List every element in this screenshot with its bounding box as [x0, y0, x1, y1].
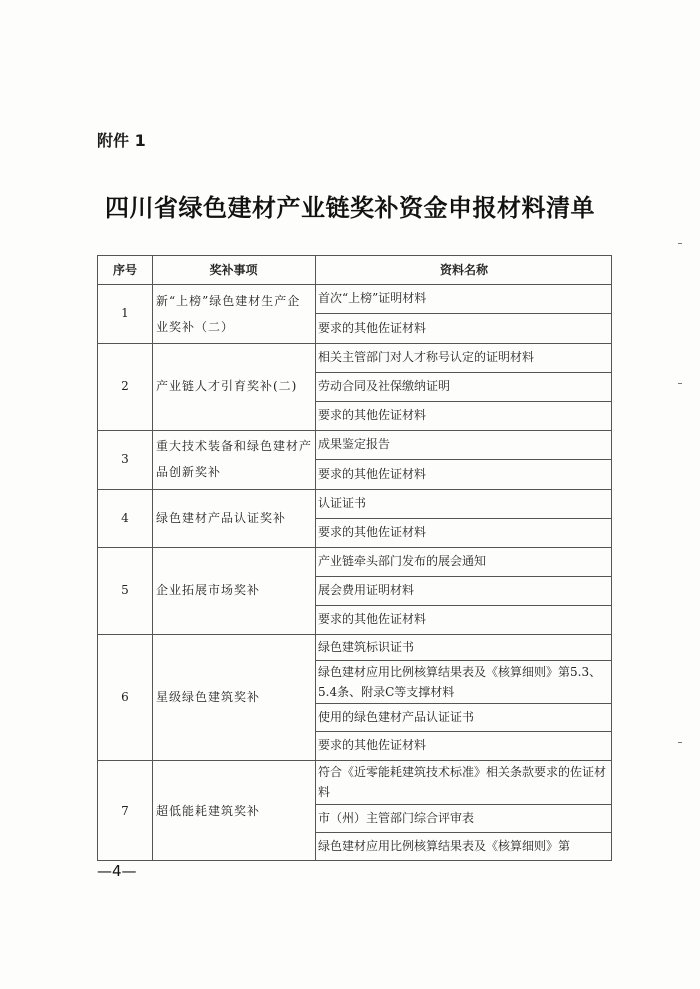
header-item: 奖补事项 [209, 263, 258, 277]
row-4-material-1: 认证证书 [318, 496, 367, 510]
row-5-material-1: 产业链牵头部门发布的展会通知 [318, 554, 487, 568]
header-no: 序号 [112, 263, 137, 277]
row-2-item: 产业链人才引育奖补(二) [156, 379, 298, 393]
row-7-material-3: 绿色建材应用比例核算结果表及《核算细则》第 [318, 839, 571, 853]
row-1-no: 1 [121, 306, 129, 320]
row-6-material-2: 绿色建材应用比例核算结果表及《核算细则》第5.3、5.4条、附录C等支撑材料 [318, 665, 602, 699]
row-5-item: 企业拓展市场奖补 [156, 583, 261, 597]
attachment-label: 附件 1 [97, 131, 146, 150]
row-5-material-2: 展会费用证明材料 [318, 583, 415, 597]
row-3-material-1: 成果鉴定报告 [318, 437, 391, 451]
row-1-item: 新“上榜”绿色建材生产企业奖补（二） [156, 294, 301, 334]
row-4-no: 4 [121, 511, 129, 525]
row-3-no: 3 [121, 452, 129, 466]
row-7-material-1: 符合《近零能耗建筑技术标准》相关条款要求的佐证材料 [318, 765, 607, 799]
scan-mark [678, 742, 682, 743]
column-divider [315, 256, 316, 860]
row-1-material-1: 首次“上榜”证明材料 [318, 291, 427, 305]
row-2-material-3: 要求的其他佐证材料 [318, 408, 427, 422]
page-number: —4— [97, 862, 137, 880]
column-divider [152, 256, 153, 860]
materials-table [97, 255, 612, 861]
row-7-item: 超低能耗建筑奖补 [156, 804, 261, 818]
row-7-no: 7 [121, 804, 129, 818]
row-2-no: 2 [121, 379, 129, 393]
row-5-no: 5 [121, 583, 129, 597]
row-6-material-4: 要求的其他佐证材料 [318, 738, 427, 752]
header-materials: 资料名称 [439, 263, 488, 277]
row-5-material-3: 要求的其他佐证材料 [318, 612, 427, 626]
row-6-no: 6 [121, 690, 129, 704]
scan-mark [678, 243, 682, 244]
row-2-material-2: 劳动合同及社保缴纳证明 [318, 379, 451, 393]
row-4-material-2: 要求的其他佐证材料 [318, 525, 427, 539]
document-title: 四川省绿色建材产业链奖补资金申报材料清单 [105, 194, 595, 222]
row-1-material-2: 要求的其他佐证材料 [318, 321, 427, 335]
row-3-material-2: 要求的其他佐证材料 [318, 467, 427, 481]
row-6-item: 星级绿色建筑奖补 [156, 690, 261, 704]
row-2-material-1: 相关主管部门对人才称号认定的证明材料 [318, 350, 535, 364]
row-6-material-3: 使用的绿色建材产品认证证书 [318, 710, 475, 724]
row-6-material-1: 绿色建筑标识证书 [318, 640, 415, 654]
row-7-material-2: 市（州）主管部门综合评审表 [318, 811, 475, 825]
scan-mark [678, 383, 682, 384]
row-divider [315, 660, 611, 661]
row-3-item: 重大技术装备和绿色建材产品创新奖补 [156, 439, 312, 479]
row-4-item: 绿色建材产品认证奖补 [156, 511, 287, 525]
